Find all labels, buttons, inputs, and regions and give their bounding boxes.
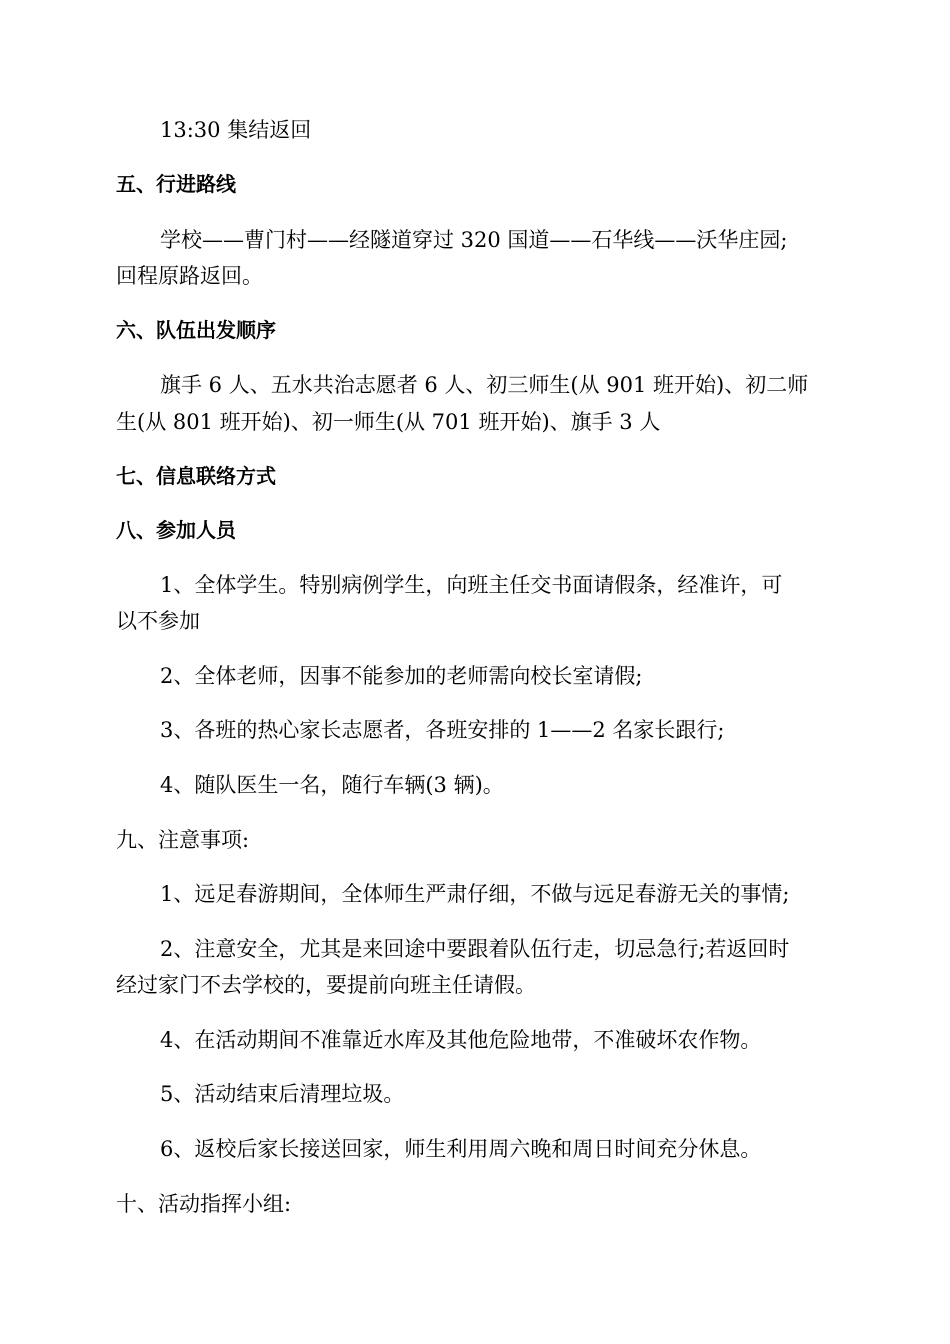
section-heading-participants: 八、参加人员 [116,518,236,542]
notes-item-1: 1、远足春游期间，全体师生严肃仔细，不做与远足春游无关的事情; [160,882,790,906]
participants-item-1-line-1: 1、全体学生。特别病例学生，向班主任交书面请假条，经准许，可 [160,573,783,597]
section-heading-command-group: 十、活动指挥小组: [116,1192,292,1216]
order-line-1: 旗手 6 人、五水共治志愿者 6 人、初三师生(从 901 班开始)、初二师 [160,373,809,397]
participants-item-1-line-2: 以不参加 [116,609,200,633]
notes-item-4: 4、在活动期间不准靠近水库及其他危险地带，不准破坏农作物。 [160,1028,762,1052]
notes-item-2-line-1: 2、注意安全，尤其是来回途中要跟着队伍行走，切忌急行;若返回时 [160,937,790,961]
time-line: 13:30 集结返回 [160,118,312,142]
participants-item-2: 2、全体老师，因事不能参加的老师需向校长室请假; [160,664,643,688]
participants-item-3: 3、各班的热心家长志愿者，各班安排的 1——2 名家长跟行; [160,718,725,742]
section-heading-order: 六、队伍出发顺序 [116,318,276,342]
route-line-1: 学校——曹门村——经隧道穿过 320 国道——石华线——沃华庄园; [160,228,788,252]
order-line-2: 生(从 801 班开始)、初一师生(从 701 班开始)、旗手 3 人 [116,410,661,434]
section-heading-contact: 七、信息联络方式 [116,464,276,488]
route-line-2: 回程原路返回。 [116,264,263,288]
section-heading-route: 五、行进路线 [116,172,236,196]
section-heading-notes: 九、注意事项: [116,828,250,852]
notes-item-2-line-2: 经过家门不去学校的，要提前向班主任请假。 [116,973,536,997]
notes-item-5: 5、活动结束后清理垃圾。 [160,1082,405,1106]
notes-item-6: 6、返校后家长接送回家，师生利用周六晚和周日时间充分休息。 [160,1137,762,1161]
participants-item-4: 4、随队医生一名，随行车辆(3 辆)。 [160,773,504,797]
